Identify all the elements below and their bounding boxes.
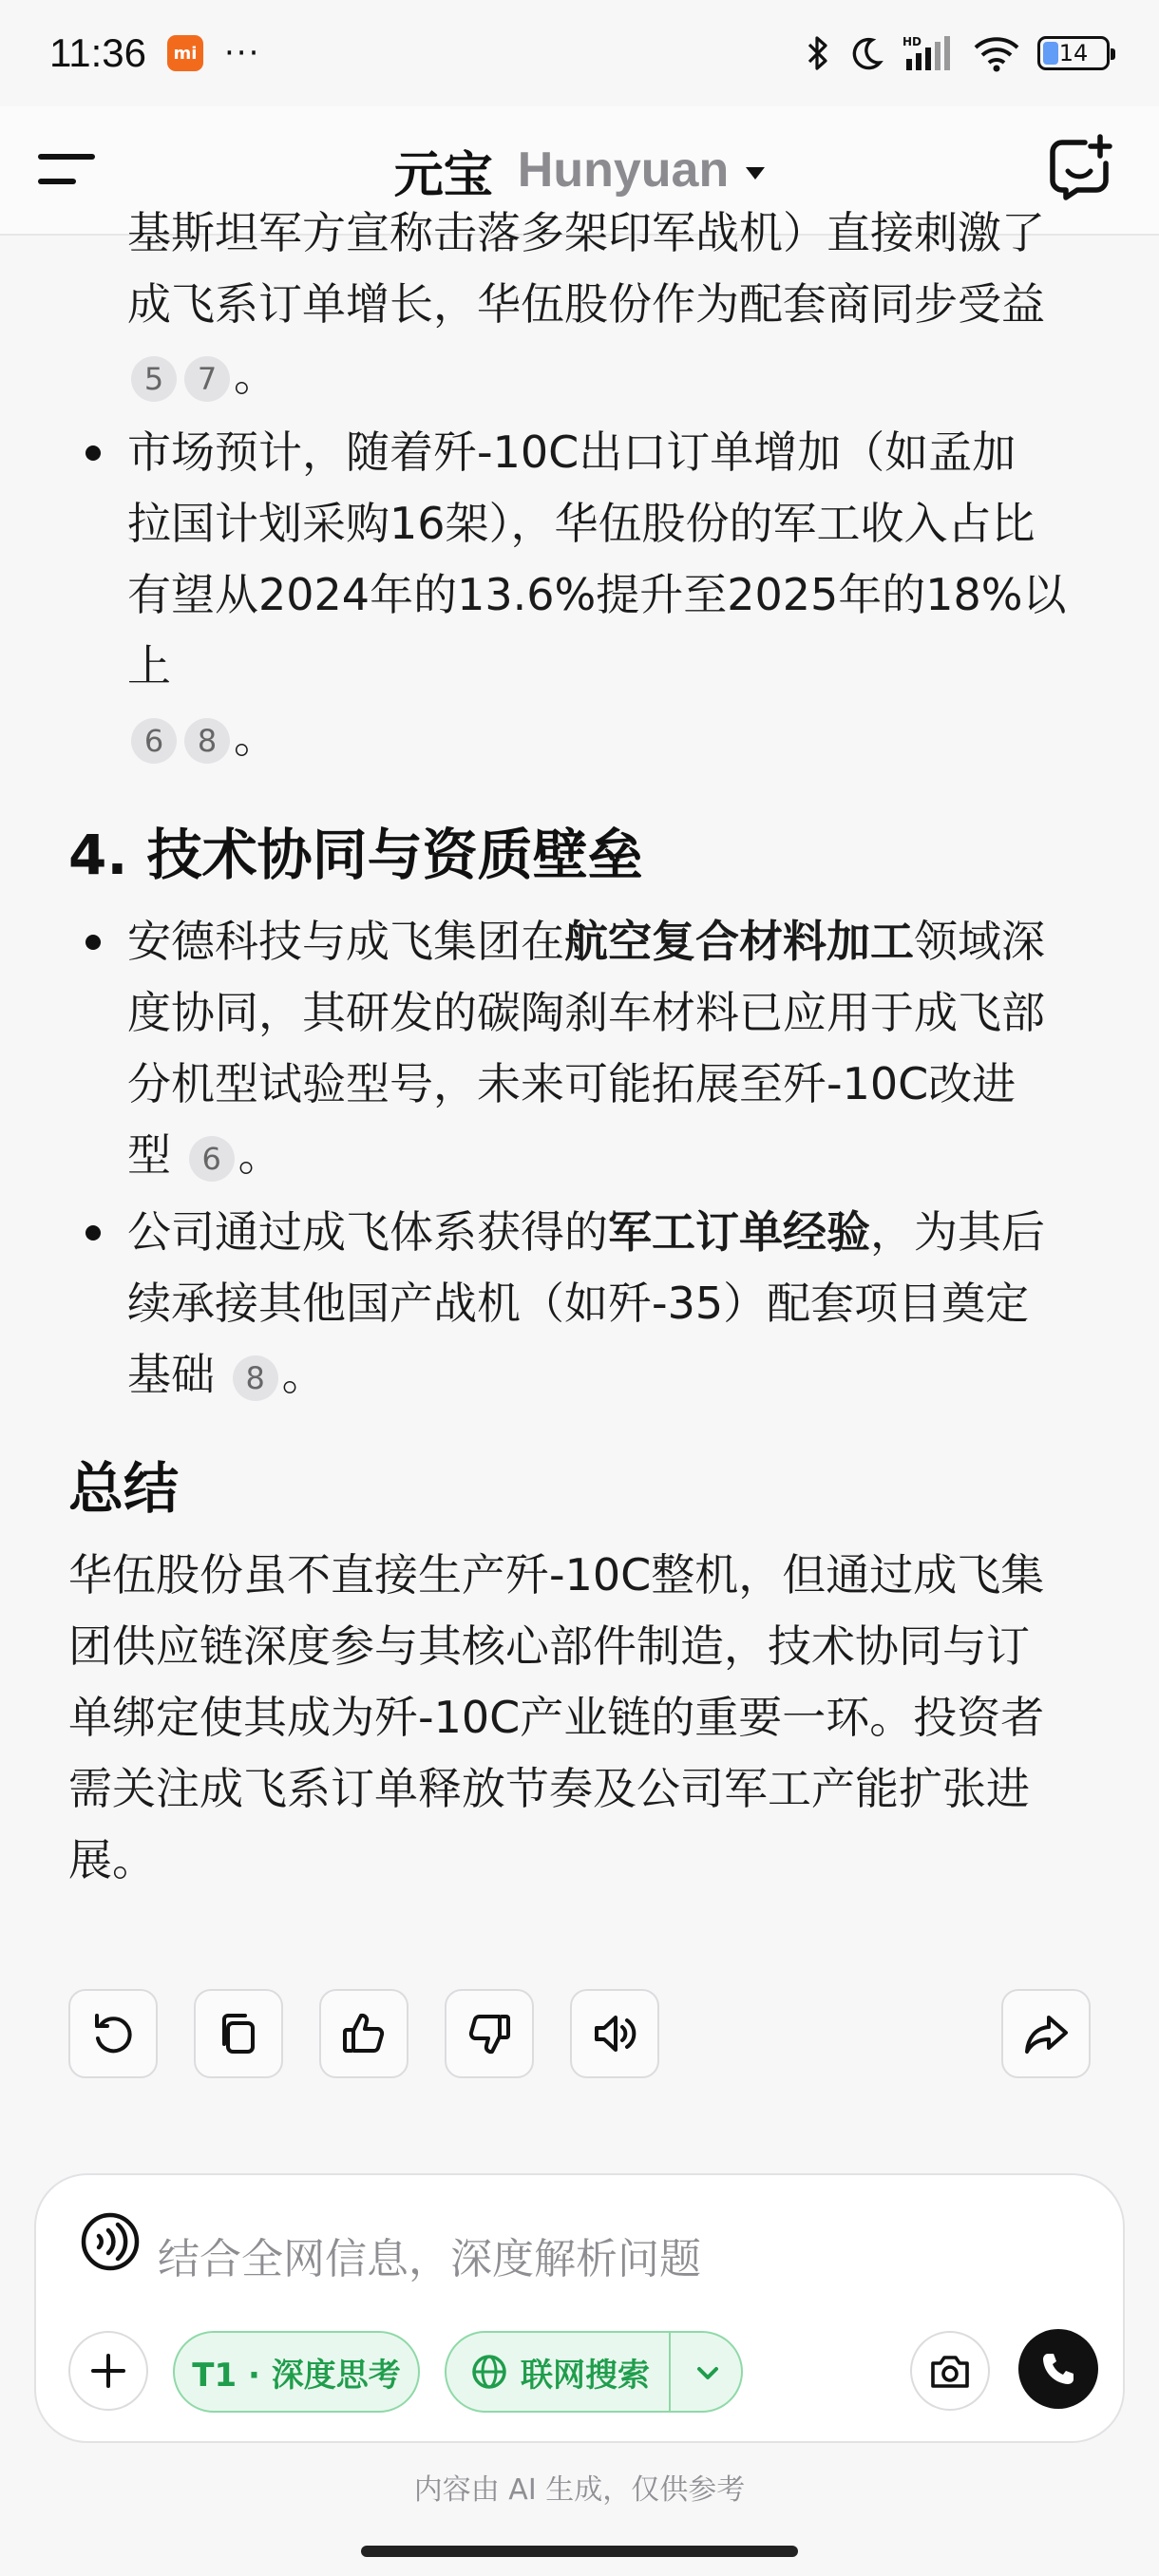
- text-span: ，为其后: [870, 1206, 1045, 1258]
- bluetooth-icon: [806, 34, 830, 72]
- text-line: 有望从2024年的13.6%提升至2025年的18%以上: [127, 569, 1067, 691]
- text-line: 展。: [68, 1834, 156, 1885]
- text-line: 市场预计，随着歼-10C出口订单增加（如孟加: [127, 426, 1016, 478]
- status-icons: [806, 34, 1110, 72]
- voice-input-icon[interactable]: [80, 2211, 141, 2272]
- like-button[interactable]: [319, 1989, 408, 2078]
- text-line: 需关注成飞系订单释放节奏及公司军工产能扩张进: [68, 1763, 1030, 1814]
- text-line: 拉国计划采购16架），华伍股份的军工收入占比: [127, 498, 1036, 549]
- message-composer: [34, 2173, 1125, 2443]
- text-span: 基础: [127, 1349, 215, 1400]
- copy-button[interactable]: [194, 1989, 283, 2078]
- section-heading: 4. 技术协同与资质壁垒: [68, 823, 643, 887]
- text-line: 度协同，其研发的碳陶刹车材料已应用于成飞部: [127, 987, 1045, 1038]
- phone-icon: [1039, 2350, 1077, 2388]
- read-aloud-button[interactable]: [570, 1989, 659, 2078]
- citation-badge[interactable]: 8: [184, 718, 230, 764]
- bold-text: 军工订单经验: [608, 1206, 870, 1258]
- bullet-dot: [86, 1225, 101, 1241]
- home-indicator[interactable]: [361, 2546, 798, 2557]
- app-title: 元宝: [393, 146, 493, 204]
- bold-text: 航空复合材料加工: [564, 916, 914, 967]
- globe-icon: [471, 2354, 507, 2390]
- list-item: [70, 906, 1096, 1191]
- copy-icon: [215, 2010, 262, 2057]
- period: 。: [281, 1349, 326, 1400]
- text-span: 型: [127, 1129, 171, 1181]
- message-input[interactable]: 结合全网信息，深度解析问题: [158, 2235, 701, 2283]
- camera-button[interactable]: [910, 2331, 990, 2411]
- voice-call-button[interactable]: [1018, 2329, 1098, 2409]
- bullet-dot: [86, 935, 101, 950]
- camera-icon: [929, 2352, 971, 2390]
- thumbs-down-icon: [466, 2010, 513, 2057]
- speaker-icon: [591, 2010, 638, 2057]
- citation-badge[interactable]: 5: [131, 356, 177, 402]
- period: 。: [238, 1129, 282, 1181]
- moon-icon: [847, 34, 885, 72]
- text-line: 分机型试验型号，未来可能拓展至歼-10C改进: [127, 1058, 1016, 1109]
- citation-badge[interactable]: 6: [189, 1136, 235, 1182]
- regenerate-button[interactable]: [68, 1989, 158, 2078]
- text-line: 续承接其他国产战机（如歼-35）配套项目奠定: [127, 1278, 1030, 1329]
- text-span: 领域深: [914, 916, 1045, 967]
- chevron-down-icon[interactable]: [694, 2359, 722, 2388]
- list-item: [70, 417, 1096, 773]
- summary-paragraph: [68, 1540, 1096, 1896]
- svg-text:HD: HD: [902, 35, 922, 48]
- text-span: 安德科技与成飞集团在: [127, 916, 564, 967]
- text-line: 团供应链深度参与其核心部件制造，技术协同与订: [68, 1620, 1030, 1672]
- mi-app-icon: mi: [167, 35, 203, 71]
- citation-badge[interactable]: 8: [233, 1355, 278, 1401]
- model-name: Hunyuan: [517, 142, 730, 198]
- message-actions: [68, 1989, 1091, 2078]
- ai-disclaimer: 内容由 AI 生成，仅供参考: [413, 2473, 746, 2507]
- text-line: 成飞系订单增长，华伍股份作为配套商同步受益: [127, 278, 1045, 330]
- web-search-toggle[interactable]: [445, 2331, 743, 2413]
- period: 。: [234, 711, 277, 763]
- summary-heading: 总结: [68, 1456, 180, 1521]
- citation-badge[interactable]: 6: [131, 718, 177, 764]
- citation-badge[interactable]: 7: [184, 356, 230, 402]
- text-span: 公司通过成飞体系获得的: [127, 1206, 608, 1258]
- refresh-icon: [89, 2010, 137, 2057]
- bullet-dot: [86, 445, 101, 461]
- wifi-icon: [973, 34, 1020, 72]
- thumbs-up-icon: [340, 2010, 388, 2057]
- deep-think-toggle[interactable]: T1 · 深度思考: [173, 2331, 420, 2413]
- new-chat-icon[interactable]: [1047, 135, 1113, 201]
- plus-icon: [89, 2352, 127, 2390]
- list-item: [70, 1197, 1096, 1411]
- battery-icon: [1037, 36, 1110, 70]
- list-item: [70, 198, 1096, 411]
- period: 。: [234, 350, 277, 401]
- divider: [669, 2333, 671, 2411]
- status-bar: [0, 0, 1159, 106]
- attach-button[interactable]: [68, 2331, 148, 2411]
- caret-down-icon: [746, 167, 765, 180]
- text-line: 基斯坦军方宣称击落多架印军战机）直接刺激了: [127, 207, 1045, 258]
- text-line: 单绑定使其成为歼-10C产业链的重要一环。投资者: [68, 1692, 1045, 1743]
- more-notifications: ···: [224, 34, 261, 72]
- battery-level: 14: [1058, 40, 1089, 66]
- chat-content: [0, 207, 1159, 2173]
- dislike-button[interactable]: [445, 1989, 534, 2078]
- signal-hd-icon: [902, 34, 956, 72]
- status-time: 11:36: [49, 30, 146, 75]
- share-icon: [1022, 2010, 1070, 2057]
- web-search-label: 联网搜索: [521, 2356, 650, 2395]
- text-line: 华伍股份虽不直接生产歼-10C整机，但通过成飞集: [68, 1549, 1045, 1601]
- share-button[interactable]: [1001, 1989, 1091, 2078]
